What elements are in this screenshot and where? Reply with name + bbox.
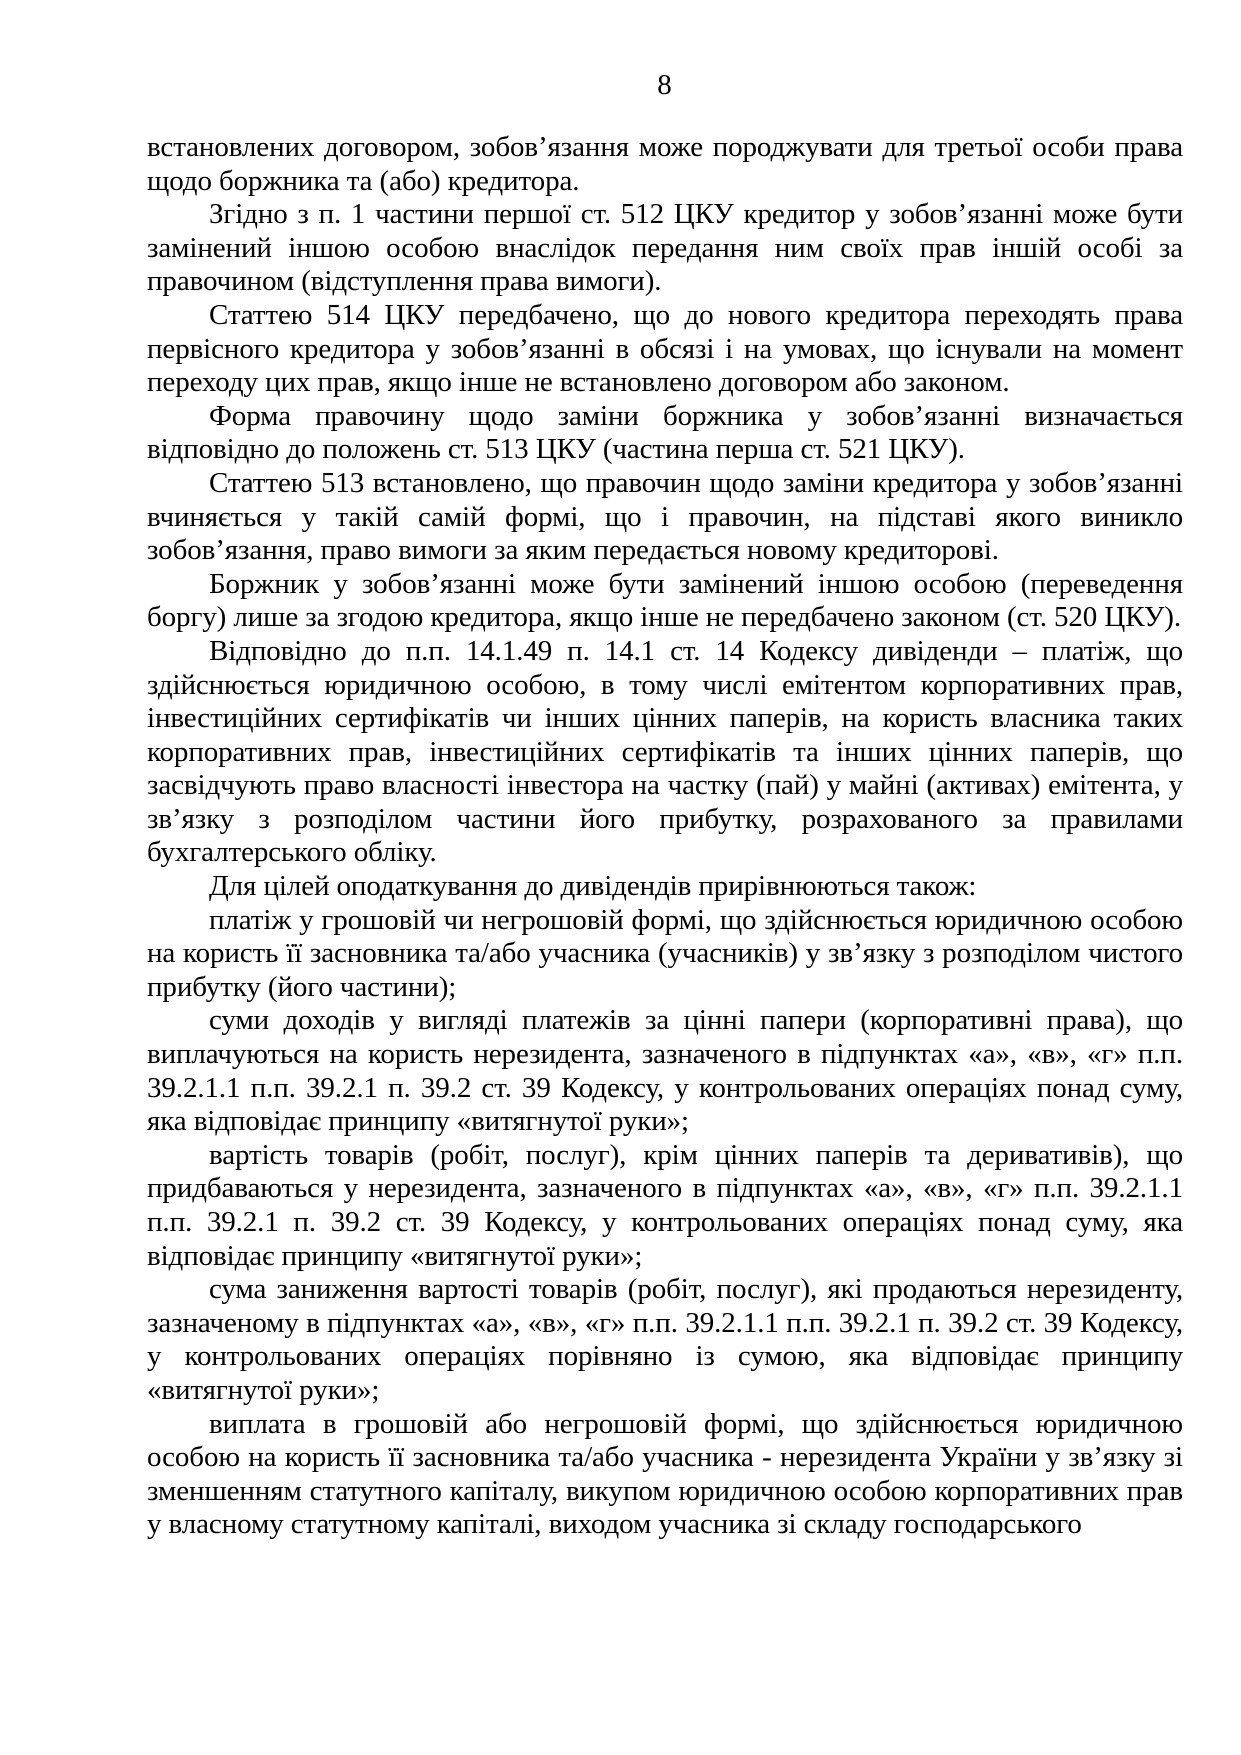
page-number: 8 bbox=[657, 69, 672, 101]
paragraph-13: виплата в грошовій або негрошовій формі, що здійснюється юридичною особою на користь її засновника та/або учасника - нерезидента України у зв’язку зі зменшенням статутного капіталу, викупом юридичною особою корпоративних прав у власному статутному капіталі, виходом учасника зі складу господарського bbox=[147, 1407, 1183, 1541]
paragraph-5: Статтею 513 встановлено, що правочин щодо заміни кредитора у зобов’язанні вчиняється у такій самій формі, що і правочин, на підставі якого виникло зобов’язання, право вимоги за яким передається новому кредиторові. bbox=[147, 466, 1183, 567]
paragraph-3: Статтею 514 ЦКУ передбачено, що до нового кредитора переходять права первісного кредитора у зобов’язанні в обсязі і на умовах, що існували на момент переходу цих прав, якщо інше не встановлено договором або законом. bbox=[147, 298, 1183, 399]
paragraph-10: суми доходів у вигляді платежів за цінні папери (корпоративні права), що виплачуються на користь нерезидента, зазначеного в підпунктах «а», «в», «г» п.п. 39.2.1.1 п.п. 39.2.1 п. 39.2 ст. 39 Кодексу, у контрольованих операціях понад суму, яка відповідає принципу «витягнутої руки»; bbox=[147, 1004, 1183, 1138]
paragraph-2: Згідно з п. 1 частини першої ст. 512 ЦКУ кредитор у зобов’язанні може бути замінений іншою особою внаслідок передання ним своїх прав іншій особі за правочином (відступлення права вимоги). bbox=[147, 198, 1183, 298]
document-body bbox=[147, 131, 1183, 1542]
paragraph-6: Боржник у зобов’язанні може бути замінений іншою особою (переведення боргу) лише за згодою кредитора, якщо інше не передбачено законом (ст. 520 ЦКУ). bbox=[147, 567, 1183, 634]
paragraph-7: Відповідно до п.п. 14.1.49 п. 14.1 ст. 14 Кодексу дивіденди – платіж, що здійснюється юридичною особою, в тому числі емітентом корпоративних прав, інвестиційних сертифікатів чи інших цінних паперів, на користь власника таких корпоративних прав, інвестиційних сертифікатів та інших цінних паперів, що засвідчують право власності інвестора на частку (пай) у майні (активах) емітента, у зв’язку з розподілом частини його прибутку, розрахованого за правилами бухгалтерського обліку. bbox=[147, 634, 1183, 869]
paragraph-11: вартість товарів (робіт, послуг), крім цінних паперів та деривативів), що придбаваються у нерезидента, зазначеного в підпунктах «а», «в», «г» п.п. 39.2.1.1 п.п. 39.2.1 п. 39.2 ст. 39 Кодексу, у контрольованих операціях понад суму, яка відповідає принципу «витягнутої руки»; bbox=[147, 1138, 1183, 1272]
paragraph-8: Для цілей оподаткування до дивідендів прирівнюються також: bbox=[209, 870, 977, 903]
paragraph-12: сума заниження вартості товарів (робіт, послуг), які продаються нерезиденту, зазначеному в підпунктах «а», «в», «г» п.п. 39.2.1.1 п.п. 39.2.1 п. 39.2 ст. 39 Кодексу, у контрольованих операціях порівняно із сумою, яка відповідає принципу «витягнутої руки»; bbox=[147, 1273, 1183, 1406]
paragraph-1: встановлених договором, зобов’язання може породжувати для третьої особи права щодо боржника та (або) кредитора. bbox=[147, 131, 1183, 197]
paragraph-9: платіж у грошовій чи негрошовій формі, що здійснюється юридичною особою на користь її засновника та/або учасника (учасників) у зв’язку з розподілом чистого прибутку (його частини); bbox=[147, 903, 1183, 1003]
paragraph-4: Форма правочину щодо заміни боржника у зобов’язанні визначається відповідно до положень ст. 513 ЦКУ (частина перша ст. 521 ЦКУ). bbox=[147, 399, 1183, 466]
